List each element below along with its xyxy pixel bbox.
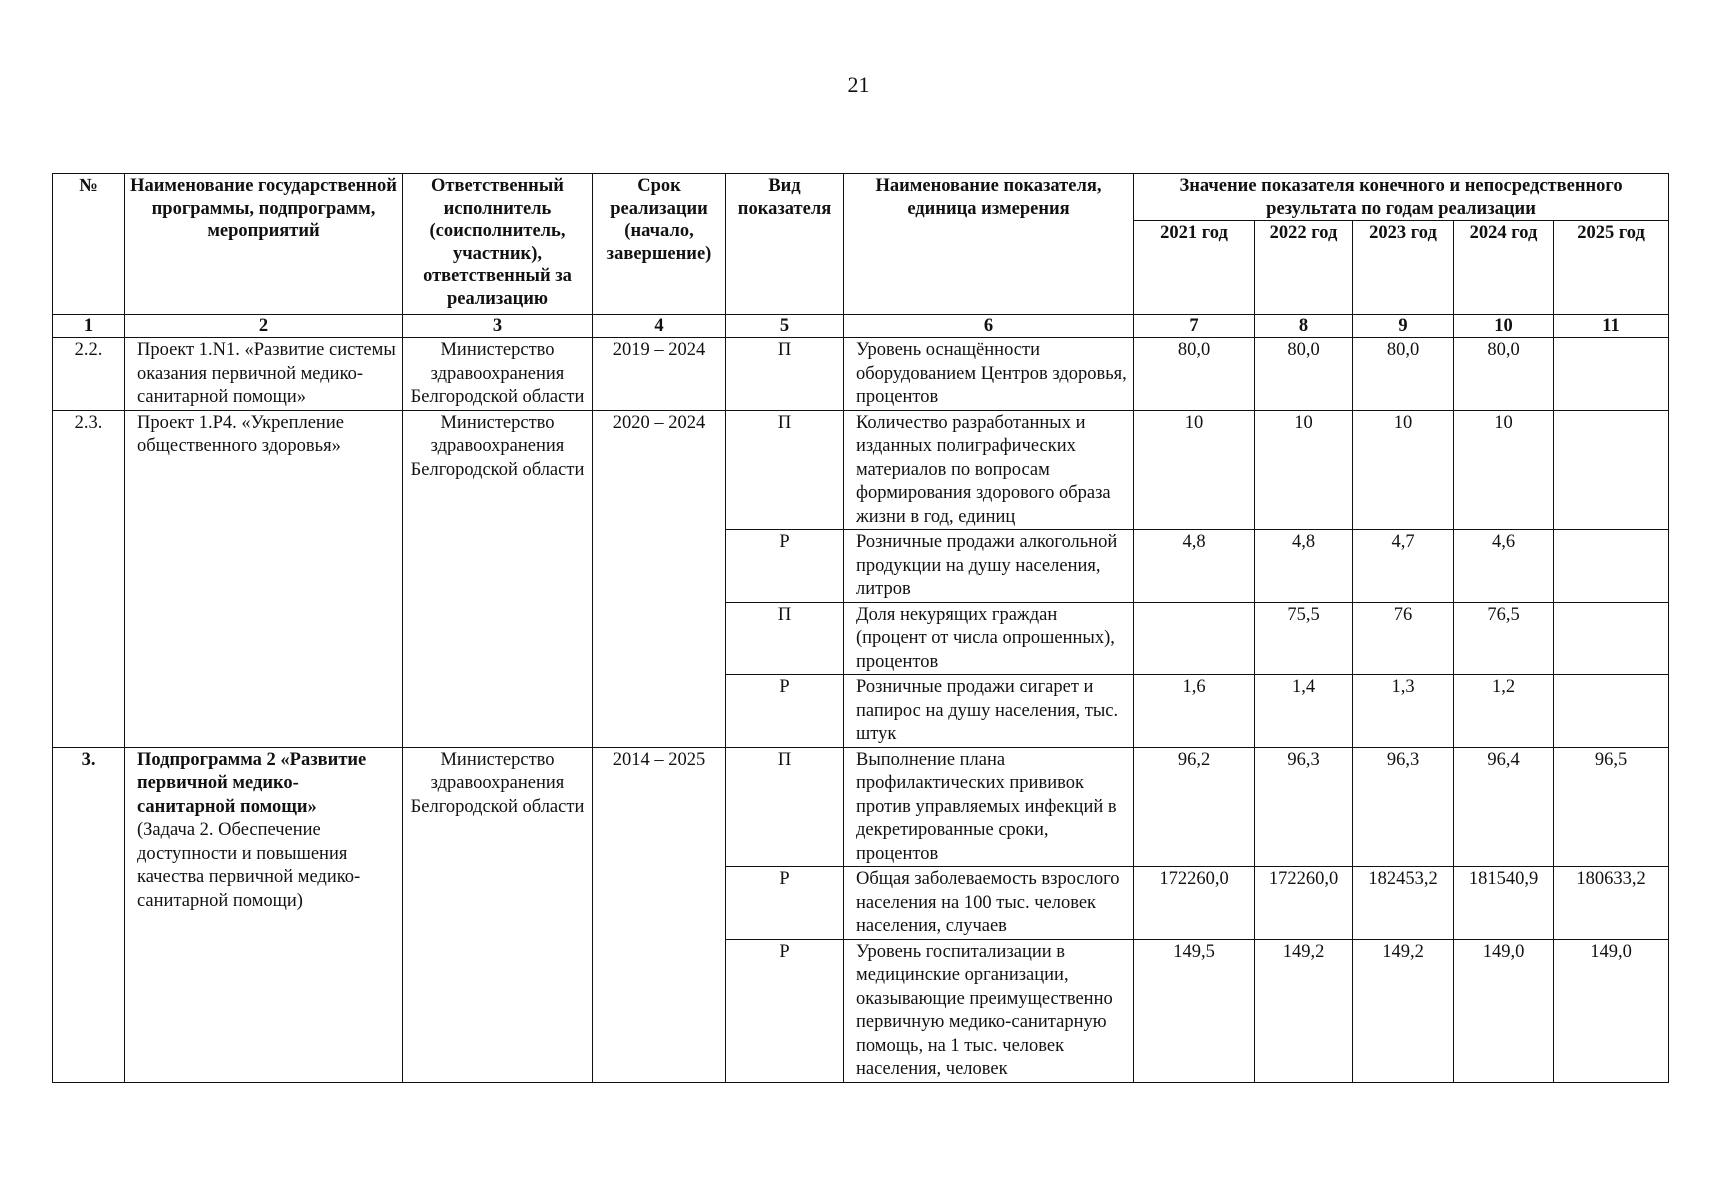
value-2024: 96,4 — [1454, 747, 1554, 867]
header-row — [53, 174, 1669, 221]
table-row — [53, 338, 1669, 411]
value-2021: 10 — [1134, 410, 1255, 530]
value-2021: 80,0 — [1134, 338, 1255, 411]
value-2024: 4,6 — [1454, 530, 1554, 603]
program-name — [125, 747, 403, 1082]
column-number: 9 — [1353, 315, 1454, 338]
indicator-type: П — [726, 747, 844, 867]
header-year-2021: 2021 год — [1134, 221, 1255, 315]
value-2022: 80,0 — [1255, 338, 1353, 411]
value-2022: 4,8 — [1255, 530, 1353, 603]
indicator-name: Количество разработанных и изданных полиграфических материалов по вопросам формирования здорового образа жизни в год, единиц — [844, 410, 1134, 530]
indicator-type: Р — [726, 675, 844, 748]
page-number: 21 — [847, 72, 870, 97]
column-number: 1 — [53, 315, 125, 338]
row-number: 3. — [53, 747, 125, 1082]
column-number: 2 — [125, 315, 403, 338]
value-2021: 1,6 — [1134, 675, 1255, 748]
executor: Министерство здравоохранения Белгородской области — [403, 410, 593, 747]
indicator-name: Розничные продажи алкогольной продукции на душу населения, литров — [844, 530, 1134, 603]
value-2021: 149,5 — [1134, 939, 1255, 1082]
value-2024: 76,5 — [1454, 602, 1554, 675]
indicator-type: Р — [726, 530, 844, 603]
value-2025 — [1554, 410, 1669, 530]
column-number: 3 — [403, 315, 593, 338]
subprogram-note: (Задача 2. Обеспечение доступности и повышения качества первичной медико-санитарной помощи) — [137, 820, 361, 911]
indicator-name: Уровень госпитализации в медицинские организации, оказывающие преимущественно первичную медико-санитарную помощь, на 1 тыс. человек населения, человек — [844, 939, 1134, 1082]
header-program: Наименование государственной программы, подпрограмм, мероприятий — [125, 174, 403, 315]
subprogram-title: Подпрограмма 2 «Развитие первичной медико-санитарной помощи» — [137, 749, 367, 817]
header-year-2024: 2024 год — [1454, 221, 1554, 315]
value-2022: 149,2 — [1255, 939, 1353, 1082]
header-year-2022: 2022 год — [1255, 221, 1353, 315]
executor: Министерство здравоохранения Белгородской области — [403, 338, 593, 411]
value-2025 — [1554, 602, 1669, 675]
program-name: Проект 1.P4. «Укрепление общественного здоровья» — [125, 410, 403, 747]
table-row — [53, 747, 1669, 867]
value-2022: 96,3 — [1255, 747, 1353, 867]
indicator-name: Доля некурящих граждан (процент от числа опрошенных), процентов — [844, 602, 1134, 675]
value-2024: 1,2 — [1454, 675, 1554, 748]
value-2025 — [1554, 675, 1669, 748]
value-2021: 96,2 — [1134, 747, 1255, 867]
executor: Министерство здравоохранения Белгородской области — [403, 747, 593, 1082]
value-2025: 96,5 — [1554, 747, 1669, 867]
column-number: 5 — [726, 315, 844, 338]
table-row — [53, 410, 1669, 530]
indicator-name: Выполнение плана профилактических прививок против управляемых инфекций в декретированные сроки, процентов — [844, 747, 1134, 867]
column-number: 6 — [844, 315, 1134, 338]
value-2023: 80,0 — [1353, 338, 1454, 411]
value-2024: 181540,9 — [1454, 867, 1554, 940]
value-2021: 172260,0 — [1134, 867, 1255, 940]
header-executor: Ответственный исполнитель (соисполнитель, участник), ответственный за реализацию — [403, 174, 593, 315]
header-term: Срок реализации (начало, завершение) — [593, 174, 726, 315]
indicator-type: П — [726, 410, 844, 530]
value-2023: 149,2 — [1353, 939, 1454, 1082]
value-2025 — [1554, 530, 1669, 603]
term: 2014 – 2025 — [593, 747, 726, 1082]
header-indicator-type: Вид показателя — [726, 174, 844, 315]
row-number: 2.2. — [53, 338, 125, 411]
indicator-type: П — [726, 338, 844, 411]
value-2025: 180633,2 — [1554, 867, 1669, 940]
column-number: 7 — [1134, 315, 1255, 338]
header-no: № — [53, 174, 125, 315]
indicator-type: Р — [726, 939, 844, 1082]
row-number: 2.3. — [53, 410, 125, 747]
indicator-type: П — [726, 602, 844, 675]
header-year-2023: 2023 год — [1353, 221, 1454, 315]
indicator-name: Розничные продажи сигарет и папирос на душу населения, тыс. штук — [844, 675, 1134, 748]
value-2021 — [1134, 602, 1255, 675]
value-2023: 10 — [1353, 410, 1454, 530]
value-2025 — [1554, 338, 1669, 411]
column-number: 8 — [1255, 315, 1353, 338]
program-name: Проект 1.N1. «Развитие системы оказания первичной медико-санитарной помощи» — [125, 338, 403, 411]
indicator-name: Уровень оснащённости оборудованием Центров здоровья, процентов — [844, 338, 1134, 411]
column-number: 11 — [1554, 315, 1669, 338]
value-2022: 75,5 — [1255, 602, 1353, 675]
column-number: 10 — [1454, 315, 1554, 338]
value-2022: 172260,0 — [1255, 867, 1353, 940]
term: 2019 – 2024 — [593, 338, 726, 411]
indicators-table — [52, 173, 1669, 1083]
value-2021: 4,8 — [1134, 530, 1255, 603]
indicator-type: Р — [726, 867, 844, 940]
value-2023: 76 — [1353, 602, 1454, 675]
indicator-name: Общая заболеваемость взрослого населения на 100 тыс. человек населения, случаев — [844, 867, 1134, 940]
column-numbers-row — [53, 315, 1669, 338]
value-2023: 1,3 — [1353, 675, 1454, 748]
column-number: 4 — [593, 315, 726, 338]
value-2024: 80,0 — [1454, 338, 1554, 411]
header-year-2025: 2025 год — [1554, 221, 1669, 315]
value-2025: 149,0 — [1554, 939, 1669, 1082]
value-2023: 182453,2 — [1353, 867, 1454, 940]
value-2023: 96,3 — [1353, 747, 1454, 867]
value-2024: 10 — [1454, 410, 1554, 530]
term: 2020 – 2024 — [593, 410, 726, 747]
value-2023: 4,7 — [1353, 530, 1454, 603]
value-2024: 149,0 — [1454, 939, 1554, 1082]
value-2022: 10 — [1255, 410, 1353, 530]
header-indicator-name: Наименование показателя, единица измерения — [844, 174, 1134, 315]
value-2022: 1,4 — [1255, 675, 1353, 748]
header-values-group: Значение показателя конечного и непосредственного результата по годам реализации — [1134, 174, 1669, 221]
